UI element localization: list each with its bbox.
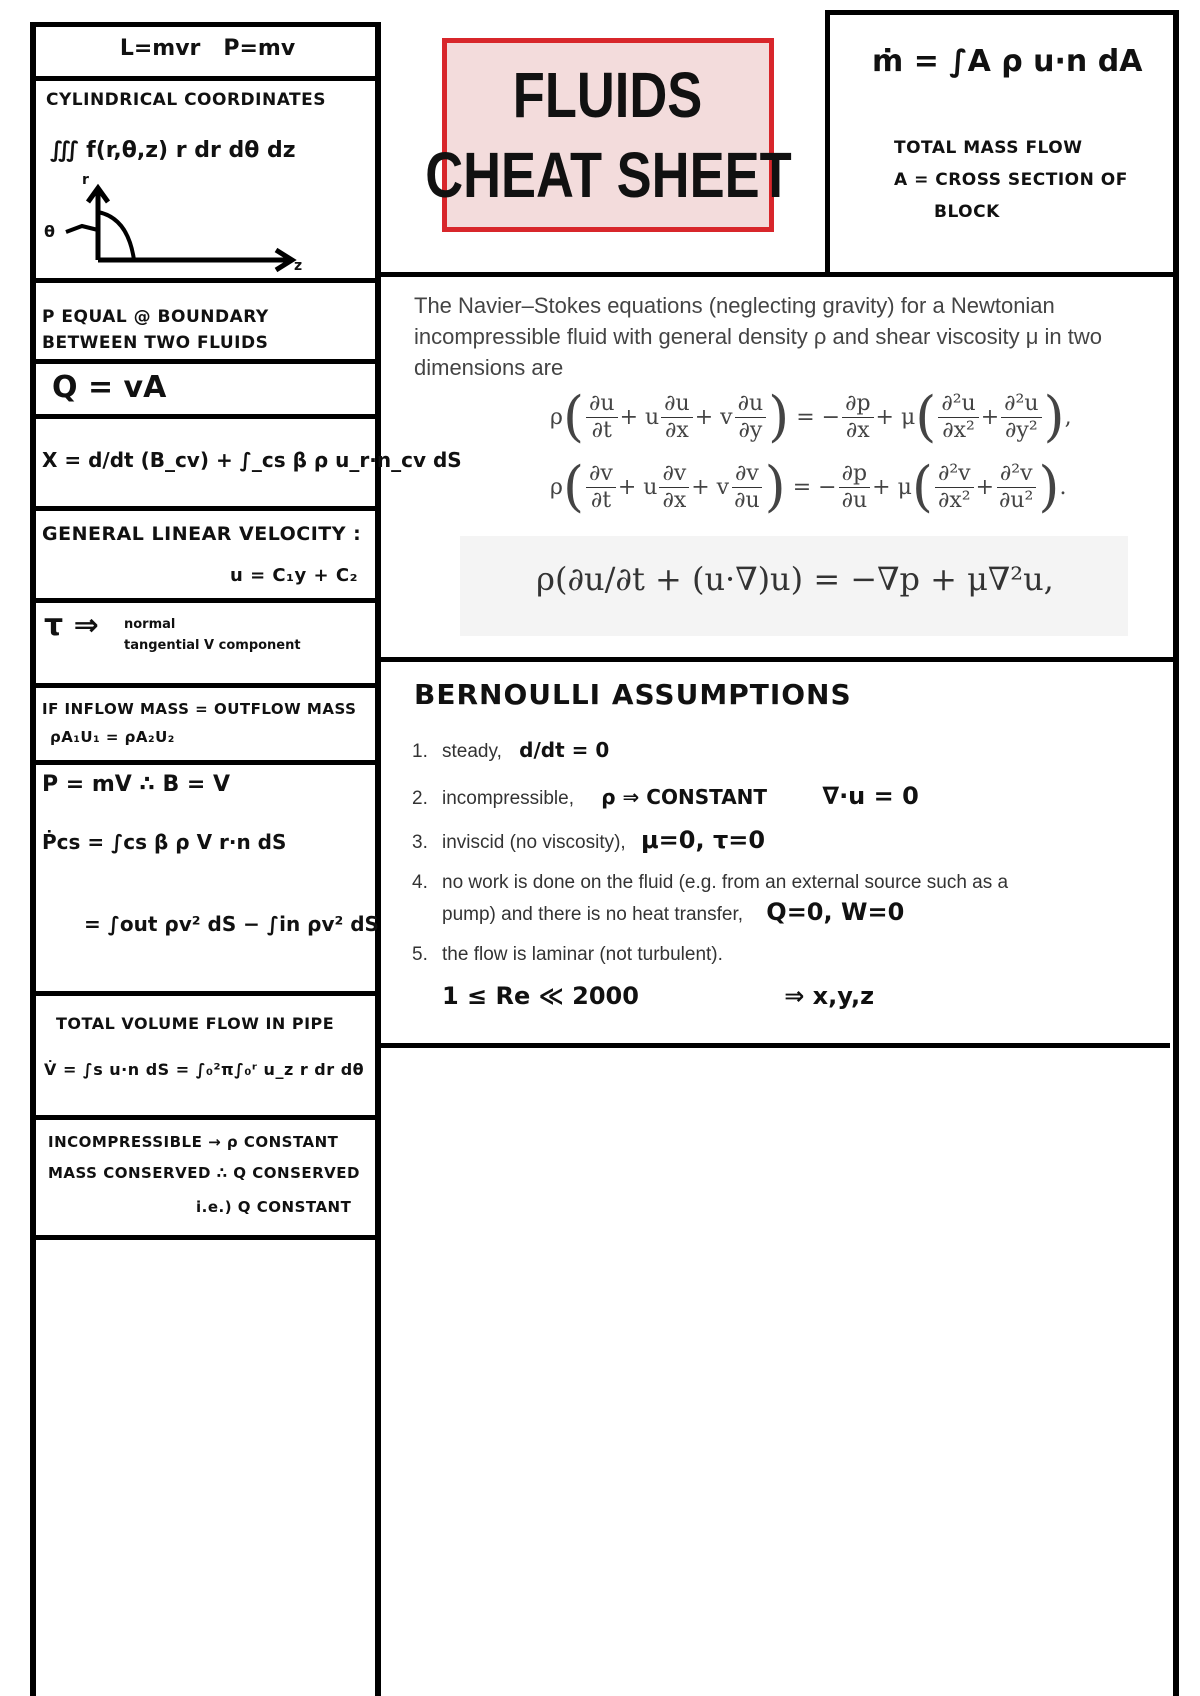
list-item [412,826,765,854]
item-number: 1. [412,741,428,762]
item-text: pump) and there is no heat transfer, [442,904,744,925]
mass-box-left-border [825,10,830,275]
item-number: 3. [412,832,428,853]
tau-symbol: τ ⇒ [44,608,99,643]
volume-flow-formula: V̇ = ∫s u·n dS = ∫₀²π∫₀ʳ u_z r dr dθ [44,1060,365,1079]
linear-velocity-heading: GENERAL LINEAR VELOCITY : [42,523,362,545]
item-note: μ=0, τ=0 [641,826,766,854]
reynolds-transport-formula: X = d/dt (B_cv) + ∫_cs β ρ u_r·n_cv dS [42,448,462,472]
list-item [412,898,904,926]
item-text: the flow is laminar (not turbulent). [442,944,723,965]
mass-balance-line-1: IF INFLOW MASS = OUTFLOW MASS [42,700,357,718]
item-number: 4. [412,872,428,893]
row-divider [30,991,381,996]
tau-tangential: tangential V component [124,638,301,653]
tau-normal: normal [124,617,176,632]
row-divider [30,760,381,765]
pressure-equal-note: P EQUAL @ BOUNDARY BETWEEN TWO FLUIDS [42,307,269,353]
mid-divider-2 [375,657,1179,662]
item-note: ∇·u = 0 [822,782,919,810]
navier-stokes-intro: The Navier–Stokes equations (neglecting gravity) for a Newtonian incompressible fluid with general density ρ and shear viscosity μ in two dimensions are [414,293,1102,380]
list-item [412,872,1008,894]
navier-stokes-vector-form: ρ(∂u/∂t + (u·∇)u) = −∇p + μ∇²u, [536,560,1054,598]
title-line-1: FLUIDS [513,59,703,131]
item-text: no work is done on the fluid (e.g. from an external source such as a [442,872,1009,893]
item-note: 1 ≤ Re ≪ 2000 [442,982,639,1010]
row-divider [30,1235,381,1240]
mass-balance-line-2: ρA₁U₁ = ρA₂U₂ [50,728,175,746]
cylindrical-axes-diagram [36,170,336,275]
list-item [412,982,874,1010]
row-divider [30,1115,381,1120]
item-number: 5. [412,944,428,965]
incompressible-line-3: i.e.) Q CONSTANT [196,1198,352,1216]
mid-divider-1 [375,272,1179,277]
right-border [1173,10,1179,1696]
momentum-flux-line-3: = ∫out ρv² dS − ∫in ρv² dS [84,912,379,936]
incompressible-line-1: INCOMPRESSIBLE → ρ CONSTANT [48,1133,339,1151]
axis-r-label: r [82,172,89,188]
top-right-border [825,10,1179,15]
mass-flow-line-3: BLOCK [934,202,1000,222]
bernoulli-heading: BERNOULLI ASSUMPTIONS [414,678,852,711]
item-number: 2. [412,788,428,809]
flow-rate-formula: Q = vA [52,370,167,405]
list-item [412,738,609,763]
title-box [424,38,792,232]
title-line-2: CHEAT SHEET [424,139,792,211]
item-text: incompressible, [442,788,574,809]
mass-flow-line-1: TOTAL MASS FLOW [894,138,1083,158]
cylindrical-heading: CYLINDRICAL COORDINATES [46,90,327,110]
axis-z-label: z [294,258,303,274]
incompressible-line-2: MASS CONSERVED ∴ Q CONSERVED [48,1164,360,1182]
row-divider [30,414,381,419]
item-note: ⇒ x,y,z [784,982,875,1010]
item-note: ρ ⇒ CONSTANT [601,785,768,809]
item-note: d/dt = 0 [519,738,610,762]
momentum-flux-line-1: P = mV ∴ B = V [42,772,230,797]
top-left-border [30,22,381,27]
linear-velocity-formula: u = C₁y + C₂ [230,565,358,586]
cylindrical-integral: ∭ f(r,θ,z) r dr dθ dz [50,138,296,163]
axis-theta-label: θ [44,222,55,241]
row-divider [30,359,381,364]
item-text: steady, [442,741,502,762]
row-divider [30,506,381,511]
navier-stokes-x-equation: ρ ( $\frac{\partial u}{\partial t}$ + u $\frac{\partial u}{\partial x}$ + v $\frac{\partial u}{\partial y}$ ) = − $\frac{\partial p}{\partial x}$ + μ ( $\frac{\text{∂²u}}{\text{∂x²}}$ + $\frac{\text{∂²u}}{\text{∂y²}}$ ) , [550,385,1072,448]
momentum-definitions: L=mvr P=mv [119,36,296,61]
row-divider [30,76,381,81]
list-item [412,782,919,810]
item-note: Q=0, W=0 [766,898,905,926]
mass-flow-line-2: A = CROSS SECTION OF [894,170,1128,190]
navier-stokes-y-equation: ρ ( $\frac{\partial v}{\partial t}$ + u $\frac{\partial v}{\partial x}$ + v $\frac{\partial v}{\partial u}$ ) = − $\frac{\partial p}{\partial u}$ + μ ( $\frac{\text{∂²v}}{\text{∂x²}}$ + $\frac{\text{∂²v}}{\text{∂u²}}$ ) . [550,455,1067,518]
list-item [412,944,723,966]
mass-flow-formula: ṁ = ∫A ρ u·n dA [872,44,1143,79]
volume-flow-heading: TOTAL VOLUME FLOW IN PIPE [56,1014,335,1033]
row-divider [30,683,381,688]
mid-divider-3 [375,1043,1170,1048]
row-divider [30,598,381,603]
item-text: inviscid (no viscosity), [442,832,626,853]
momentum-flux-line-2: Ṗcs = ∫cs β ρ V r·n dS [42,830,287,854]
header-bottom-line [30,278,381,283]
